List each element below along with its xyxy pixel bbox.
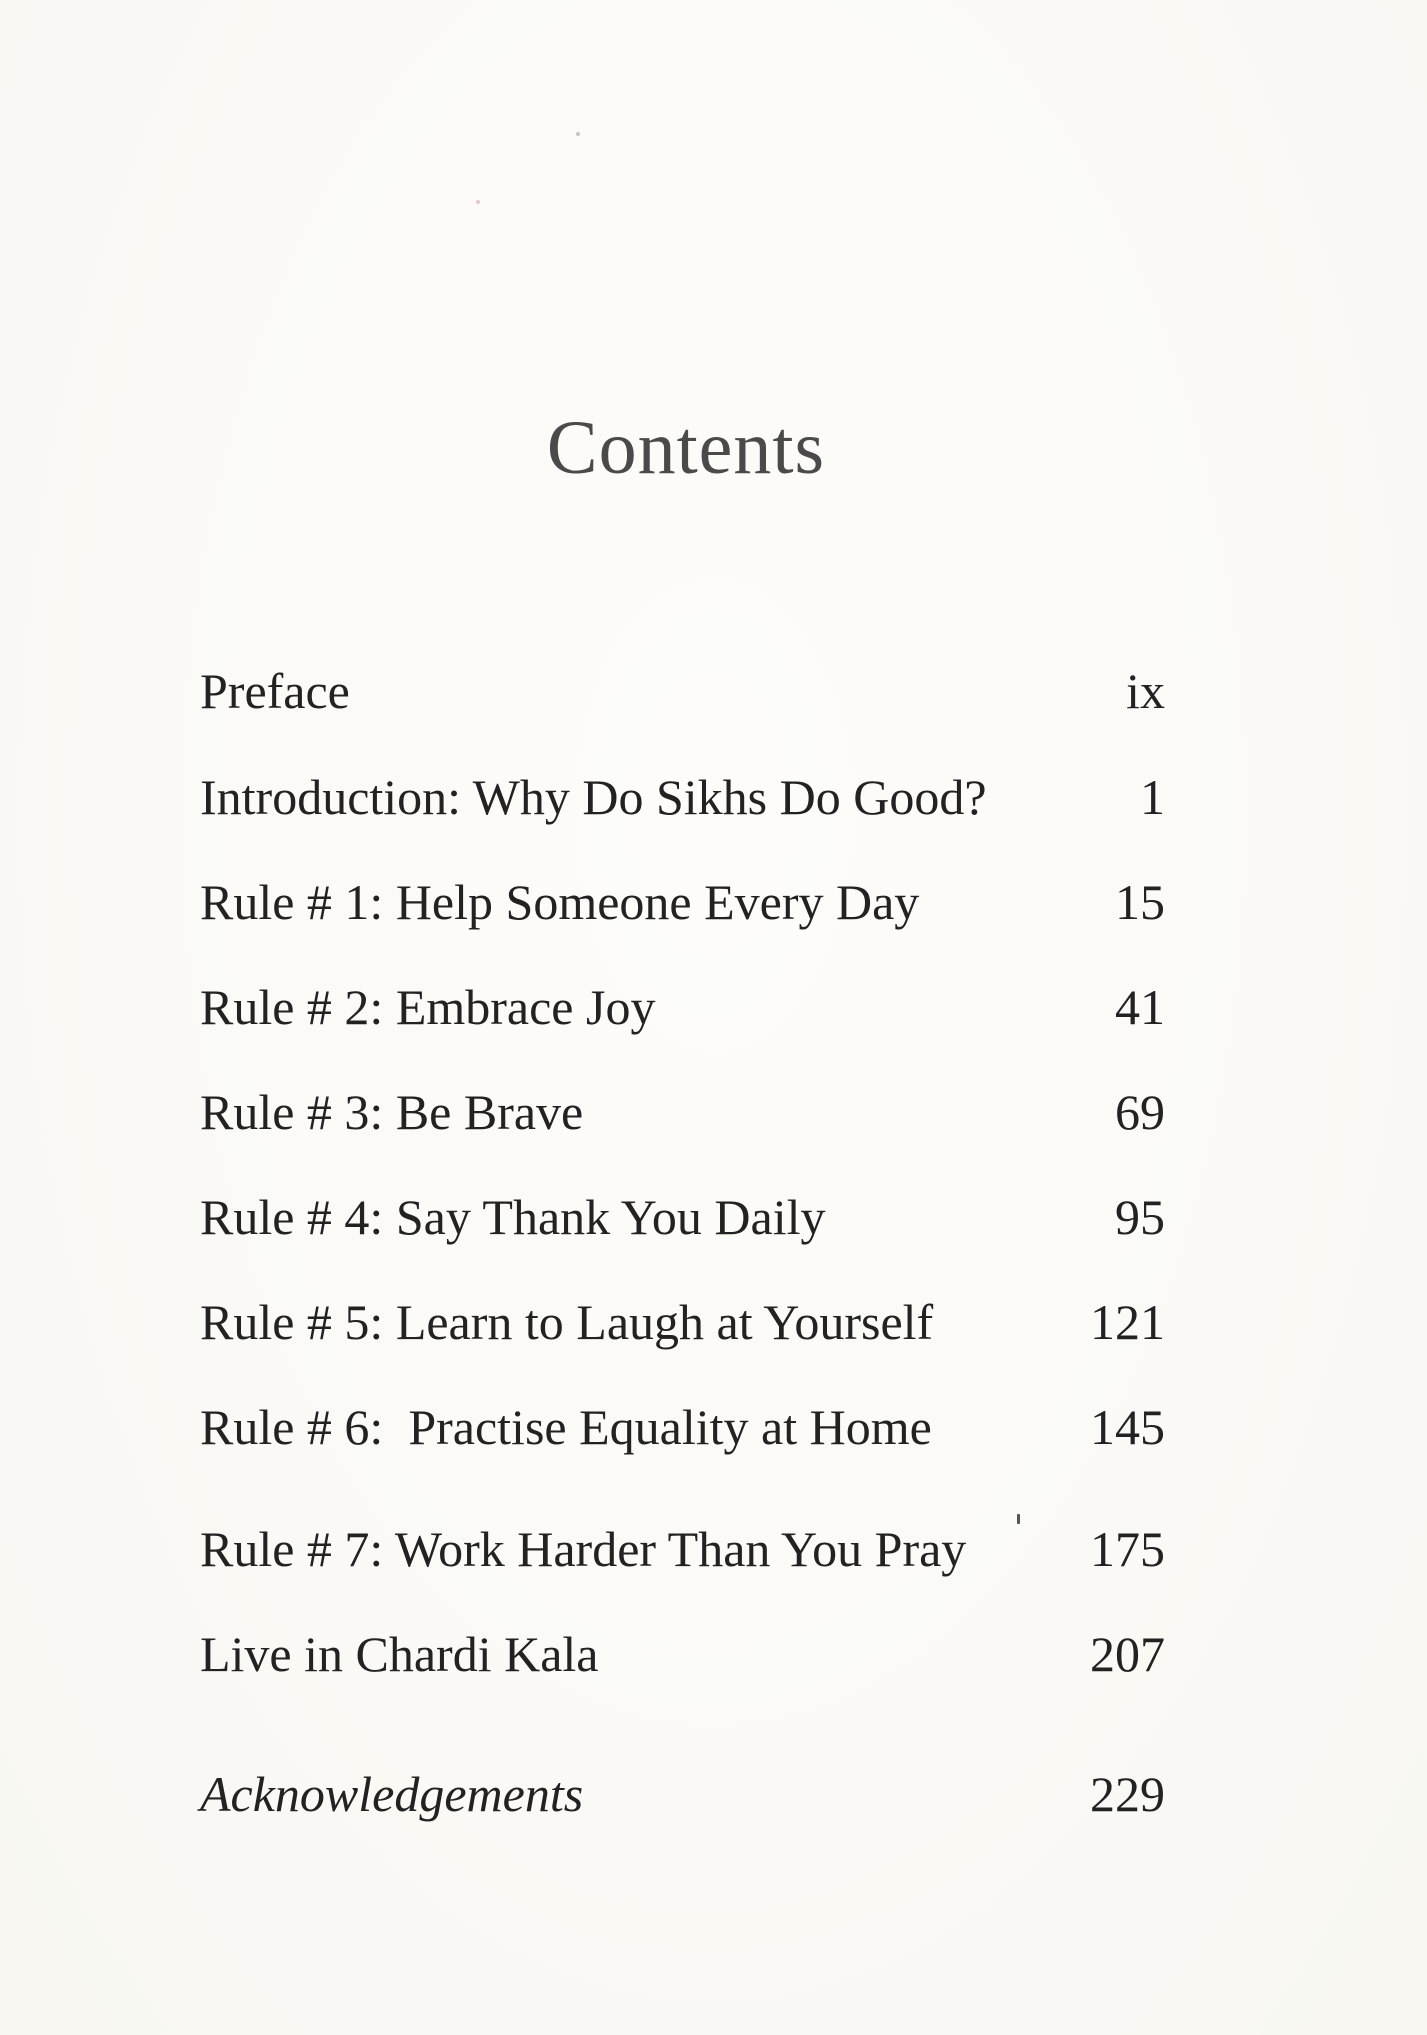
toc-entry-rule-2[interactable] — [200, 978, 1165, 1048]
toc-entry-label: Rule # 3: Be Brave — [200, 1084, 584, 1140]
toc-entry-rule-3[interactable] — [200, 1083, 1165, 1153]
toc-entry-label: Live in Chardi Kala — [200, 1626, 599, 1682]
toc-entry-label: Rule # 2: Embrace Joy — [200, 979, 656, 1035]
toc-entry-page: 41 — [1115, 979, 1165, 1035]
toc-entry-label: Rule # 1: Help Someone Every Day — [200, 874, 920, 930]
toc-entry-rule-5[interactable] — [200, 1293, 1165, 1363]
toc-entry-introduction[interactable] — [200, 768, 1165, 838]
toc-entry-page: 175 — [1090, 1521, 1165, 1577]
toc-entry-page: 15 — [1115, 874, 1165, 930]
toc-entry-label: Preface — [200, 663, 350, 719]
toc-entry-page: 1 — [1140, 769, 1165, 825]
toc-entry-acknowledgements[interactable] — [200, 1765, 1165, 1835]
toc-entry-label: Acknowledgements — [200, 1766, 584, 1822]
toc-entry-preface[interactable] — [200, 662, 1165, 732]
toc-entry-page: ix — [1126, 663, 1165, 719]
toc-entry-rule-7[interactable] — [200, 1520, 1165, 1590]
toc-entry-label: Rule # 6: Practise Equality at Home — [200, 1399, 932, 1455]
toc-entry-label: Introduction: Why Do Sikhs Do Good? — [200, 769, 987, 825]
toc-entry-rule-4[interactable] — [200, 1188, 1165, 1258]
toc-entry-label: Rule # 5: Learn to Laugh at Yourself — [200, 1294, 934, 1350]
toc-entry-label: Rule # 7: Work Harder Than You Pray — [200, 1521, 967, 1577]
toc-entry-live-in-chardi-kala[interactable] — [200, 1625, 1165, 1695]
toc-entry-rule-1[interactable] — [200, 873, 1165, 943]
toc-entry-page: 207 — [1090, 1626, 1165, 1682]
toc-entry-label: Rule # 4: Say Thank You Daily — [200, 1189, 826, 1245]
toc-entry-page: 121 — [1090, 1294, 1165, 1350]
toc-entry-page: 95 — [1115, 1189, 1165, 1245]
page-title: Contents — [546, 406, 826, 490]
toc-entry-page: 145 — [1090, 1399, 1165, 1455]
toc-entry-rule-6[interactable] — [200, 1398, 1165, 1468]
table-of-contents — [200, 0, 1165, 2035]
toc-entry-page: 229 — [1090, 1766, 1165, 1822]
toc-entry-page: 69 — [1115, 1084, 1165, 1140]
